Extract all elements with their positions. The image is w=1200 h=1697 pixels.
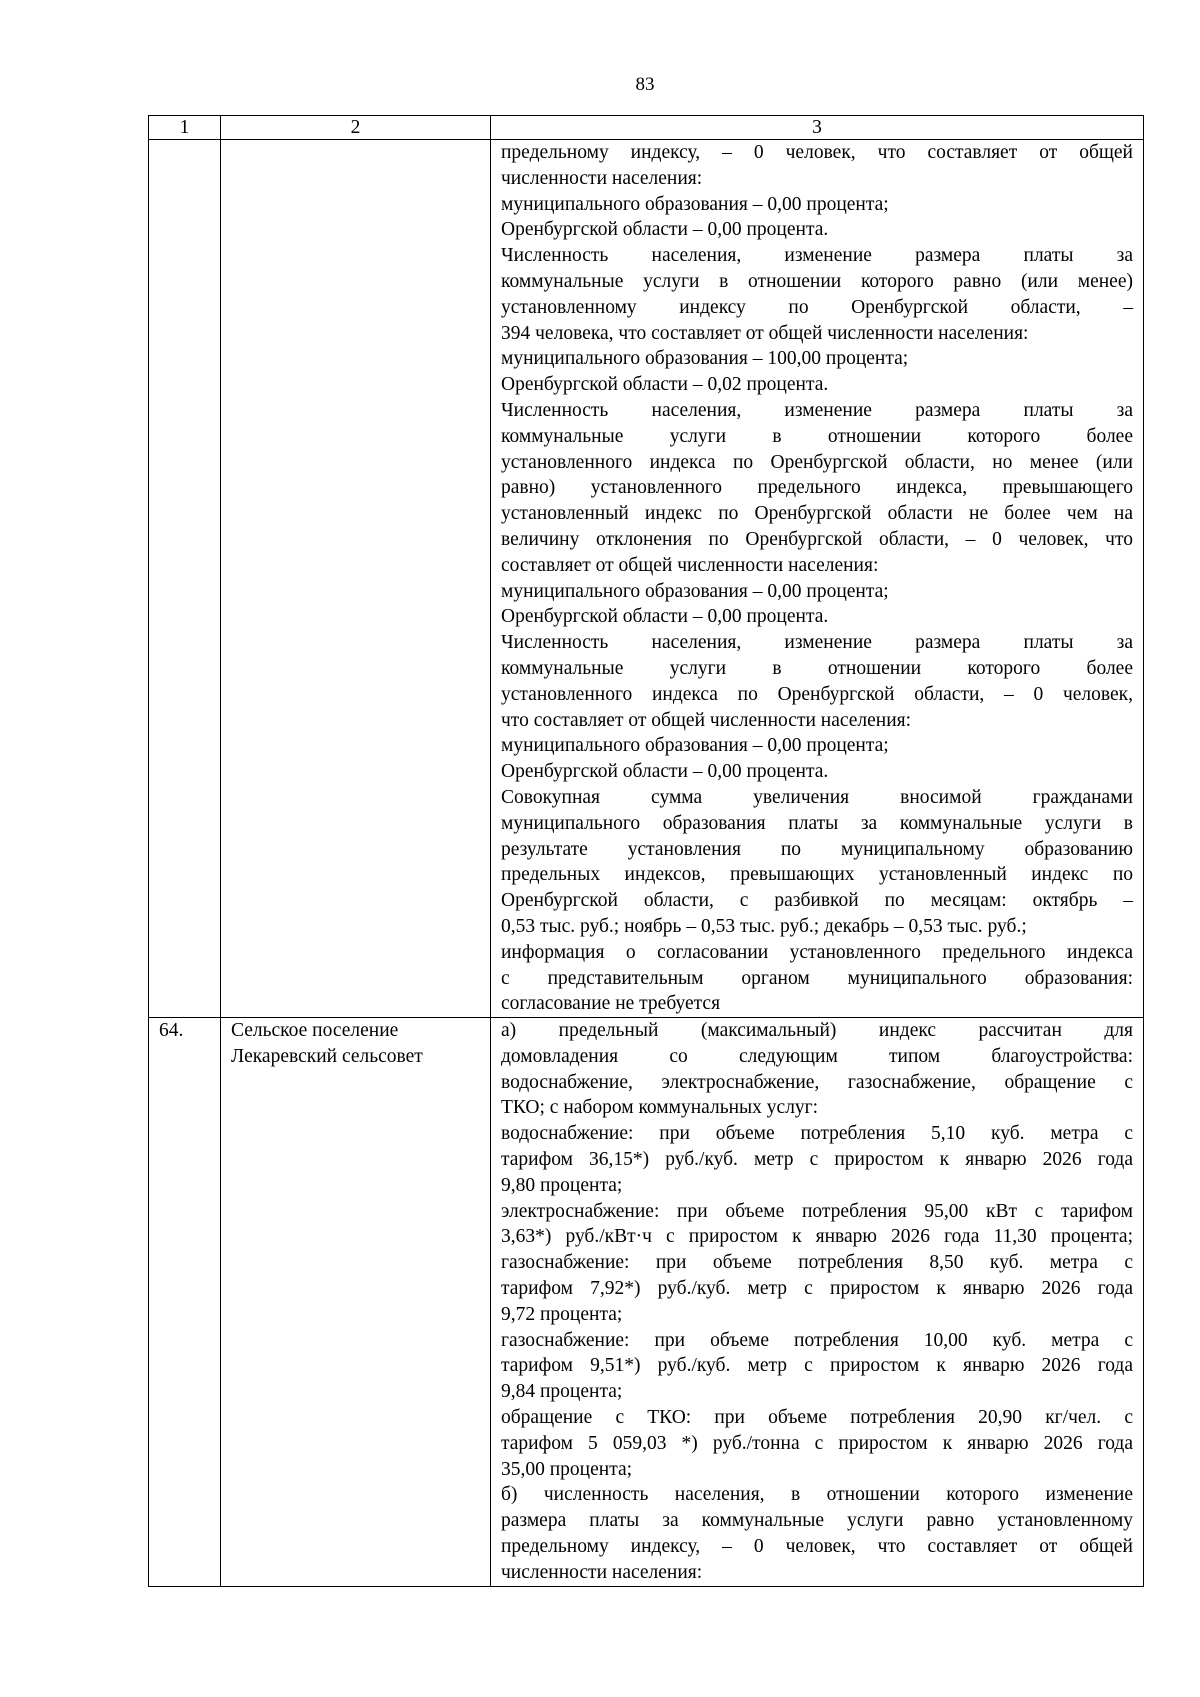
content-line: равно) установленного предельного индекса, превышающего bbox=[501, 477, 1133, 499]
content-line: ТКО; с набором коммунальных услуг: bbox=[501, 1097, 819, 1119]
column-header-number: 1 bbox=[149, 116, 221, 140]
content-line: тарифом 9,51*) руб./куб. метр с приростом к январю 2026 года bbox=[501, 1355, 1133, 1377]
content-line: тарифом 7,92*) руб./куб. метр с приростом к январю 2026 года bbox=[501, 1278, 1133, 1300]
table-header-row bbox=[149, 116, 1144, 140]
row-content bbox=[491, 140, 1144, 1018]
content-line: 394 человека, что составляет от общей численности населения: bbox=[501, 322, 1029, 344]
content-line: муниципального образования платы за коммунальные услуги в bbox=[501, 812, 1133, 834]
content-line: согласование не требуется bbox=[501, 993, 721, 1015]
column-header-content: 3 bbox=[491, 116, 1144, 140]
content-line: 3,63*) руб./кВт·ч с приростом к январю 2026 года 11,30 процента; bbox=[501, 1226, 1133, 1248]
content-line: с представительным органом муниципального образования: bbox=[501, 967, 1133, 989]
content-line: тарифом 36,15*) руб./куб. метр с приростом к январю 2026 года bbox=[501, 1149, 1133, 1171]
row-municipality-name bbox=[221, 140, 491, 1018]
content-line: обращение с ТКО: при объеме потребления 20,90 кг/чел. с bbox=[501, 1407, 1133, 1429]
content-line: 35,00 процента; bbox=[501, 1458, 633, 1480]
content-line: установленного индекса по Оренбургской области, – 0 человек, bbox=[501, 683, 1133, 705]
content-line: коммунальные услуги в отношении которого более bbox=[501, 657, 1133, 679]
content-line: Оренбургской области – 0,00 процента. bbox=[501, 606, 829, 628]
content-line: предельных индексов, превышающих установленный индекс по bbox=[501, 864, 1133, 886]
content-line: 9,80 процента; bbox=[501, 1174, 623, 1196]
content-line: Оренбургской области – 0,02 процента. bbox=[501, 374, 829, 396]
content-line: 0,53 тыс. руб.; ноябрь – 0,53 тыс. руб.; декабрь – 0,53 тыс. руб.; bbox=[501, 915, 1027, 937]
content-line: а) предельный (максимальный) индекс рассчитан для bbox=[501, 1020, 1133, 1042]
content-line: Совокупная сумма увеличения вносимой гражданами bbox=[501, 786, 1133, 808]
content-line: Оренбургской области – 0,00 процента. bbox=[501, 761, 829, 783]
content-line: водоснабжение: при объеме потребления 5,10 куб. метра с bbox=[501, 1123, 1133, 1145]
content-line: водоснабжение, электроснабжение, газоснабжение, обращение с bbox=[501, 1071, 1133, 1093]
content-line: Численность населения, изменение размера платы за bbox=[501, 632, 1133, 654]
content-line: численности населения: bbox=[501, 1561, 703, 1583]
content-line: 9,72 процента; bbox=[501, 1303, 623, 1325]
content-line: 9,84 процента; bbox=[501, 1381, 623, 1403]
row-number bbox=[149, 140, 221, 1018]
content-line: газоснабжение: при объеме потребления 8,50 куб. метра с bbox=[501, 1252, 1133, 1274]
content-line: муниципального образования – 0,00 процента; bbox=[501, 193, 889, 215]
page-number: 83 bbox=[635, 74, 655, 95]
row-content bbox=[491, 1018, 1144, 1587]
table-row bbox=[149, 140, 1144, 1018]
content-line: Оренбургской области – 0,00 процента. bbox=[501, 219, 829, 241]
content-line: установленного индекса по Оренбургской области, но менее (или bbox=[501, 451, 1133, 473]
content-line: установленный индекс по Оренбургской области не более чем на bbox=[501, 503, 1133, 525]
content-line: Численность населения, изменение размера платы за bbox=[501, 245, 1133, 267]
content-line: электроснабжение: при объеме потребления 95,00 кВт с тарифом bbox=[501, 1200, 1133, 1222]
content-line: коммунальные услуги в отношении которого равно (или менее) bbox=[501, 270, 1133, 292]
row-number: 64. bbox=[149, 1018, 221, 1587]
content-line: Оренбургской области, с разбивкой по месяцам: октябрь – bbox=[501, 890, 1133, 912]
column-header-name: 2 bbox=[221, 116, 491, 140]
content-line: информация о согласовании установленного предельного индекса bbox=[501, 941, 1133, 963]
content-line: что составляет от общей численности населения: bbox=[501, 709, 912, 731]
content-line: результате установления по муниципальному образованию bbox=[501, 838, 1133, 860]
document-table bbox=[148, 115, 1144, 1587]
content-line: размера платы за коммунальные услуги равно установленному bbox=[501, 1510, 1133, 1532]
content-line: муниципального образования – 100,00 процента; bbox=[501, 348, 909, 370]
content-line: б) численность населения, в отношении которого изменение bbox=[501, 1484, 1133, 1506]
content-line: численности населения: bbox=[501, 167, 703, 189]
content-line: величину отклонения по Оренбургской области, – 0 человек, что bbox=[501, 528, 1133, 550]
content-line: муниципального образования – 0,00 процента; bbox=[501, 735, 889, 757]
content-line: коммунальные услуги в отношении которого более bbox=[501, 425, 1133, 447]
content-line: предельному индексу, – 0 человек, что составляет от общей bbox=[501, 142, 1133, 163]
row-municipality-name: Сельское поселение Лекаревский сельсовет bbox=[221, 1018, 491, 1587]
table-body bbox=[149, 140, 1144, 1587]
content-line: установленному индексу по Оренбургской области, – bbox=[501, 296, 1133, 318]
content-line: Численность населения, изменение размера платы за bbox=[501, 399, 1133, 421]
content-line: домовладения со следующим типом благоустройства: bbox=[501, 1045, 1133, 1067]
content-line: муниципального образования – 0,00 процента; bbox=[501, 580, 889, 602]
table-row bbox=[149, 1018, 1144, 1587]
content-line: тарифом 5 059,03 *) руб./тонна с приростом к январю 2026 года bbox=[501, 1432, 1133, 1454]
content-line: предельному индексу, – 0 человек, что составляет от общей bbox=[501, 1536, 1133, 1558]
content-line: газоснабжение: при объеме потребления 10,00 куб. метра с bbox=[501, 1329, 1133, 1351]
content-line: составляет от общей численности населения: bbox=[501, 554, 879, 576]
